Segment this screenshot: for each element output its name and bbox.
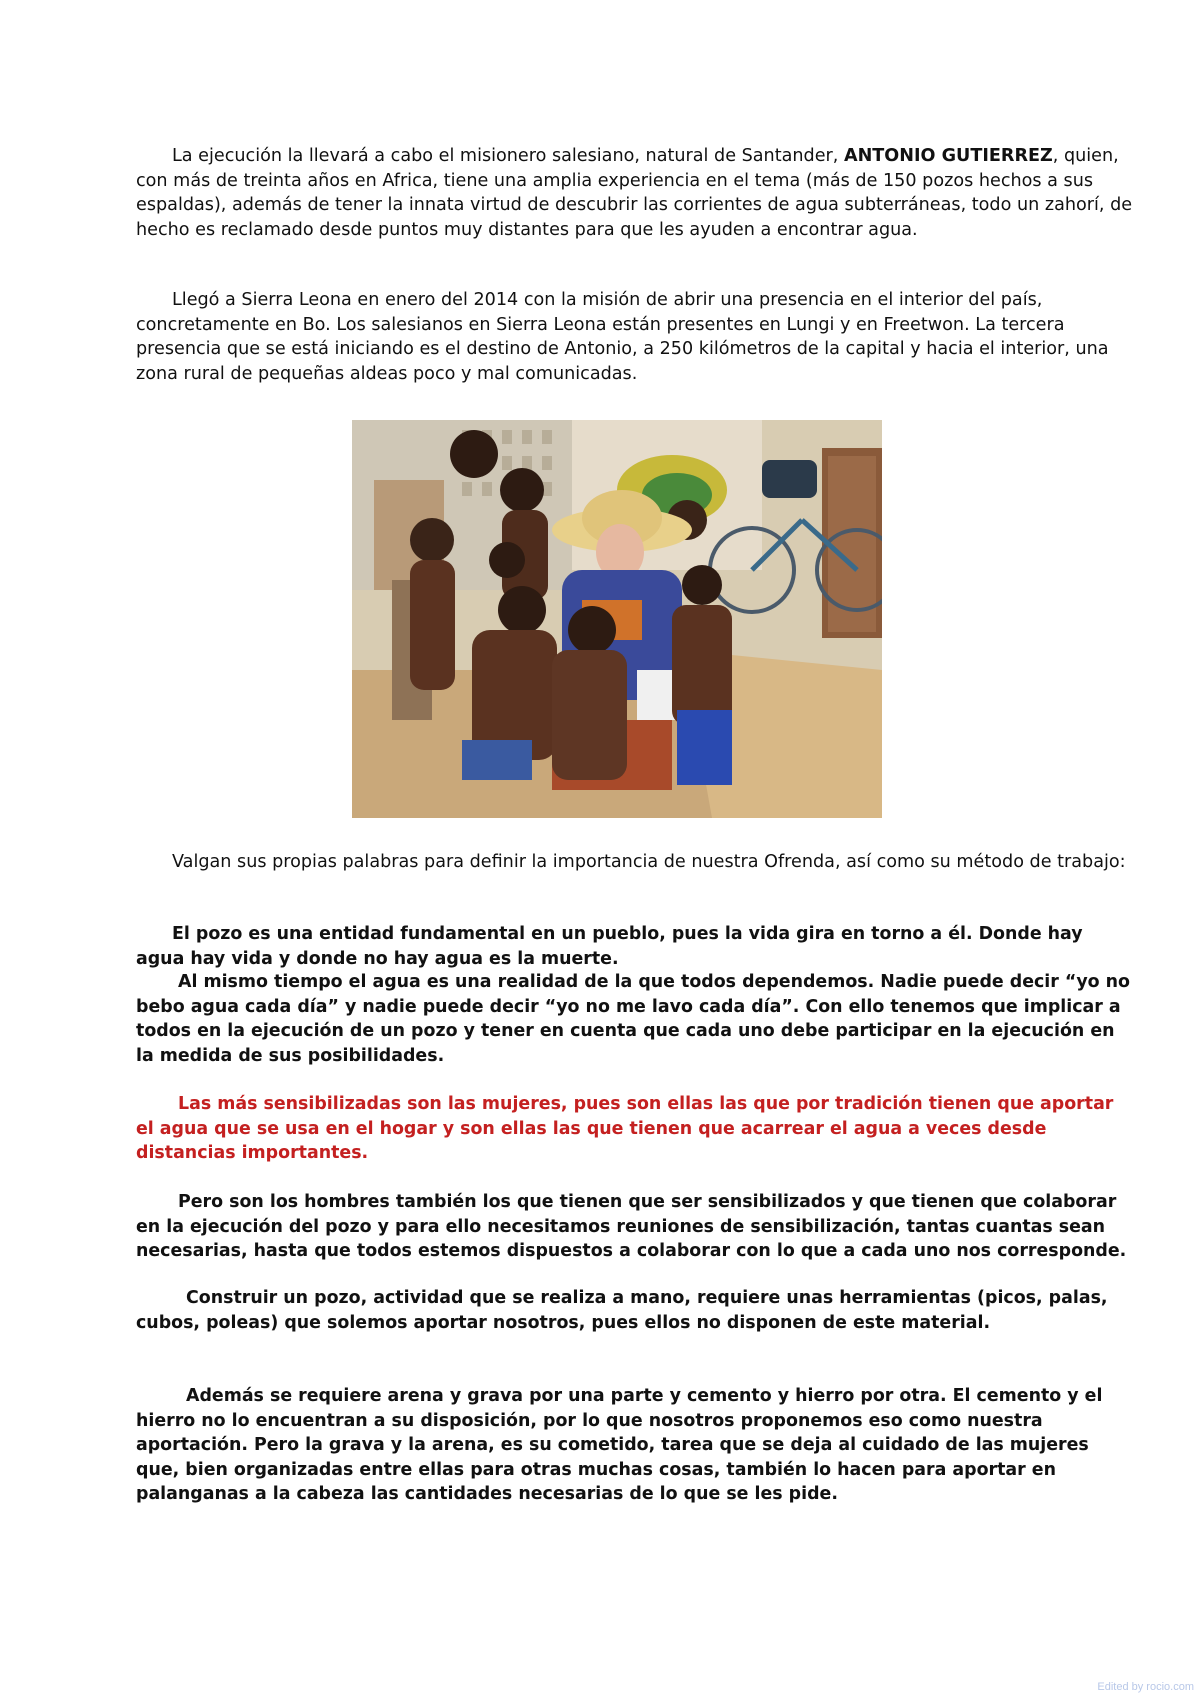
photo-missionary-with-children — [352, 420, 882, 818]
quote-water-reality: Al mismo tiempo el agua es una realidad de la que todos dependemos. Nadie puede decir “yo no bebo agua cada día” y nadie puede decir “yo no me lavo cada día”. Con ello tenemos que implicar a todos en la ejecución de un pozo y tener en cuenta que cada uno debe participar en la ejecución en la medida de sus posibilidades. — [136, 972, 1130, 1066]
paragraph-sierra-leona: Llegó a Sierra Leona en enero del 2014 con la misión de abrir una presencia en el interior del país, concretamente en Bo. Los salesianos en Sierra Leona están presentes en Lungi y en Freetwon. La tercera presencia que se está iniciando es el destino de Antonio, a 250 kilómetros de la capital y hacia el interior, una zona rural de pequeñas aldeas poco y mal comunicadas. — [136, 290, 1109, 384]
quote-men-sensitized: Pero son los hombres también los que tienen que ser sensibilizados y que tienen que colaborar en la ejecución del pozo y para ello necesitamos reuniones de sensibilización, tantas cuantas sean necesarias, hasta que todos estemos dispuestos a colaborar con lo que a cada uno nos corresponde. — [136, 1192, 1127, 1261]
paragraph-own-words: Valgan sus propias palabras para definir la importancia de nuestra Ofrenda, así como su método de trabajo: — [172, 852, 1126, 872]
quote-well-fundamental: El pozo es una entidad fundamental en un pueblo, pues la vida gira en torno a él. Donde hay agua hay vida y donde no hay agua es la muerte. — [136, 924, 1083, 969]
missionary-name: ANTONIO GUTIERREZ — [843, 146, 1053, 166]
quote-materials: Además se requiere arena y grava por una parte y cemento y hierro por otra. El cemento y el hierro no lo encuentran a su disposición, por lo que nosotros proponemos eso como nuestra aportación. Pero la grava y la arena, es su cometido, tarea que se deja al cuidado de las mujeres que, bien organizadas entre ellas para otras muchas cosas, también lo hacen para aportar en palanganas a la cabeza las cantidades necesarias de lo que se les pide. — [136, 1386, 1103, 1504]
paragraph-intro-rest: , quien, con más de treinta años en Africa, tiene una amplia experiencia en el tema (más de 150 pozos hechos a sus espaldas), además de tener la innata virtud de descubrir las corrientes de agua subterráneas, todo un zahorí, de hecho es reclamado desde puntos muy distantes para que les ayuden a encontrar agua. — [136, 146, 1133, 240]
paragraph-intro — [136, 144, 1136, 242]
quote-tools: Construir un pozo, actividad que se realiza a mano, requiere unas herramientas (picos, palas, cubos, poleas) que solemos aportar nosotros, pues ellos no disponen de este material. — [136, 1288, 1108, 1333]
footer-credit: Edited by rocio.com — [1097, 1681, 1194, 1693]
paragraph-intro-start: La ejecución la llevará a cabo el misionero salesiano, natural de Santander, — [172, 146, 844, 166]
quote-women-sensitized: Las más sensibilizadas son las mujeres, pues son ellas las que por tradición tienen que aportar el agua que se usa en el hogar y son ellas las que tienen que acarrear el agua a veces desde distancias importantes. — [136, 1094, 1114, 1163]
